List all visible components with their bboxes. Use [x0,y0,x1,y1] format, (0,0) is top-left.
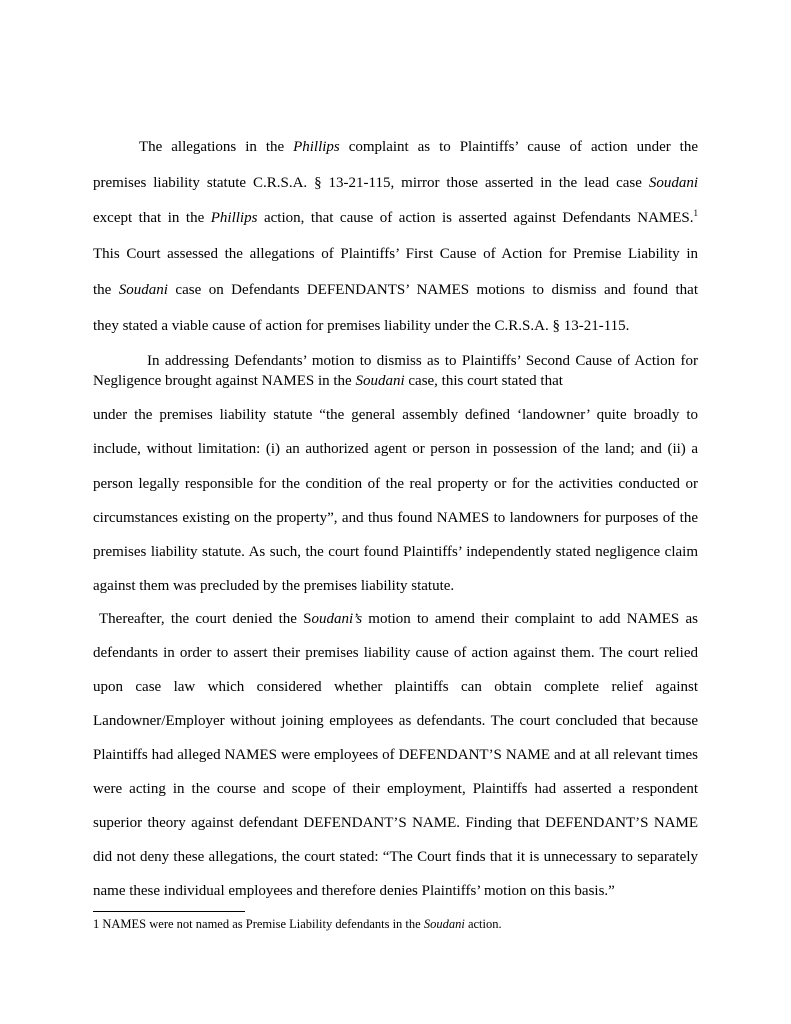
text-line: person legally responsible for the condition of the real property or for the activities conducted or [93,476,698,492]
text-line: against them was precluded by the premises liability statute. [93,578,455,594]
text-line: were acting in the course and scope of their employment, Plaintiffs had asserted a respondent [93,781,698,797]
text-line: In addressing Defendants’ motion to dismiss as to Plaintiffs’ Second Cause of Action for [147,353,698,369]
text-line: superior theory against defendant DEFENDANT’S NAME. Finding that DEFENDANT’S NAME [93,815,698,831]
text-line: defendants in order to assert their premises liability cause of action against them. The court relied [93,645,698,661]
text-line: upon case law which considered whether plaintiffs can obtain complete relief against [93,679,698,695]
text-line: except that in the Phillips action, that cause of action is asserted against Defendants NAMES.$^1$ [93,208,698,226]
text-line: did not deny these allegations, the court stated: “The Court finds that it is unnecessary to separately [93,849,698,865]
footnote-reference[interactable]: 1 [693,208,698,218]
text-line: premises liability statute C.R.S.A. § 13-21-115, mirror those asserted in the lead case Soudani [93,175,698,191]
text-line: Negligence brought against NAMES in the Soudani case, this court stated that [93,373,563,389]
text-line: This Court assessed the allegations of Plaintiffs’ First Cause of Action for Premise Liability in [93,246,698,262]
text-line: under the premises liability statute “the general assembly defined ‘landowner’ quite broadly to [93,407,698,423]
text-line: Thereafter, the court denied the Soudani’s motion to amend their complaint to add NAMES as [99,611,698,627]
footnote-separator [93,911,245,912]
text-line: the Soudani case on Defendants DEFENDANTS’ NAMES motions to dismiss and found that [93,282,699,298]
text-line: Plaintiffs had alleged NAMES were employees of DEFENDANT’S NAME and at all relevant times [93,747,698,763]
text-line: premises liability statute. As such, the court found Plaintiffs’ independently stated negligence claim [93,544,698,560]
text-line: name these individual employees and therefore denies Plaintiffs’ motion on this basis.” [93,883,615,899]
text-line: they stated a viable cause of action for premises liability under the C.R.S.A. § 13-21-115. [93,318,630,334]
text-line: Landowner/Employer without joining employees as defendants. The court concluded that because [93,713,698,729]
text-line: The allegations in the Phillips complaint as to Plaintiffs’ cause of action under the [139,139,698,155]
text-line: circumstances existing on the property”, and thus found NAMES to landowners for purposes of the [93,510,698,526]
text-line: include, without limitation: (i) an authorized agent or person in possession of the land; and (ii) a [93,441,698,457]
footnote: 1 NAMES were not named as Premise Liability defendants in the Soudani action. [93,917,502,931]
